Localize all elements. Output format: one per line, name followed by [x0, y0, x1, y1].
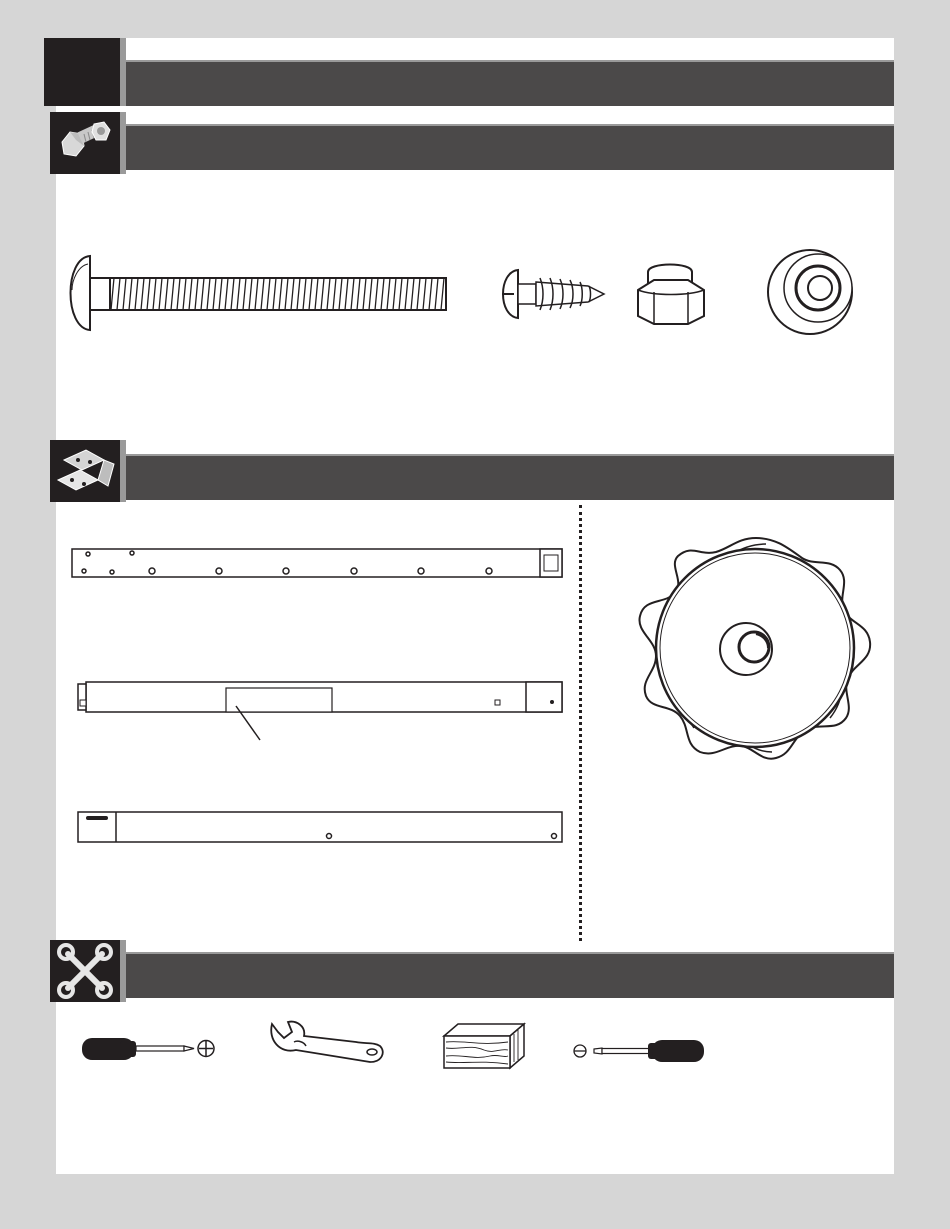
step-title-bar — [126, 62, 894, 106]
rail-with-label-icon — [74, 678, 566, 742]
washer-icon — [766, 248, 860, 338]
phillips-screwdriver-icon — [80, 1034, 218, 1064]
step-number-box — [44, 38, 120, 106]
tools-section-bar — [126, 954, 894, 998]
parts-section-bar — [126, 456, 894, 500]
dotted-divider — [579, 505, 582, 941]
lock-nut-icon — [634, 262, 708, 326]
flathead-screwdriver-icon — [572, 1038, 706, 1066]
tools-section-tile — [50, 940, 120, 1002]
bracket-icon — [50, 440, 120, 502]
hardware-section-bar — [126, 126, 894, 170]
knob-icon — [634, 532, 878, 764]
adjustable-wrench-icon — [266, 1018, 388, 1066]
wood-block-icon — [440, 1020, 528, 1072]
bolt-nut-icon — [50, 112, 120, 174]
rail-with-slot-icon — [74, 808, 566, 846]
rail-with-holes-icon — [70, 545, 566, 581]
crossed-wrenches-icon — [50, 940, 120, 1002]
hardware-section-tile — [50, 112, 120, 174]
parts-section-tile — [50, 440, 120, 502]
carriage-bolt-icon — [60, 250, 455, 336]
lag-screw-icon — [496, 264, 608, 324]
